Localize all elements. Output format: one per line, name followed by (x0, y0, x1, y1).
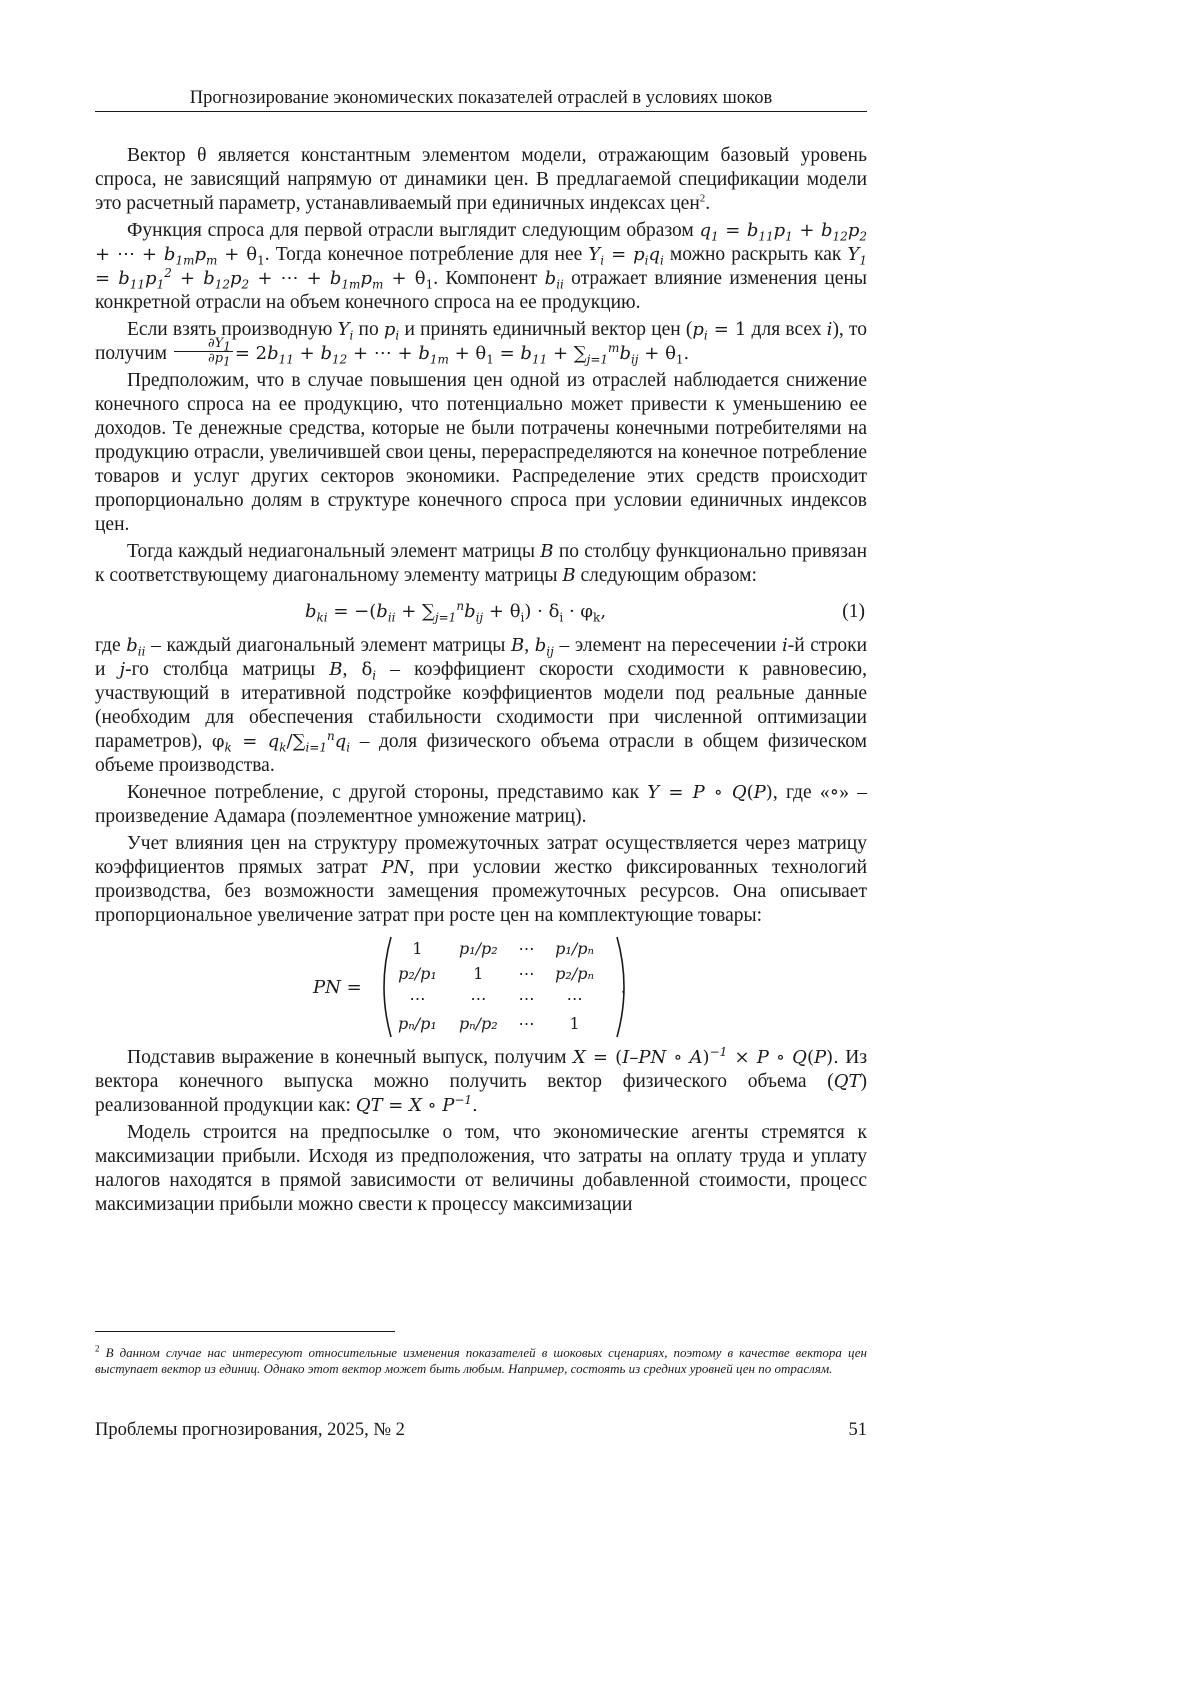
formula-consumption-expanded: $Y_1 = b_{11}p_1^2 + b_{12}p_2$ + ⋯ + $b_{1m}p_m + \theta_1$ (95, 244, 868, 292)
running-title: Прогнозирование экономических показателей отраслей в условиях шоков (189, 88, 773, 108)
matrix-row: p₂/p₁ 1 ⋯ p₂/pₙ (398, 963, 594, 983)
paragraph-where: где $b_{ii}$ – каждый диагональный элемент матрицы B, $b_{ij}$ – элемент на пересечении i-й строки и j-го столбца матрицы B, $\delta_i$ – коэффициент скорости сходимости к равновесию, участвующий в итеративной подстройке коэффициентов модели под реальные данные (необходим для обеспечения стабильности сходимости при численной оптимизации параметров), $\varphi_k = q_k/\sum_{i=1}^nq_i$ – доля физического объема отрасли в общем физическом объеме производства. (95, 635, 868, 777)
matrix-grid (387, 936, 605, 1036)
paragraph-theta: Вектор θ является константным элементом модели, отражающим базовый уровень спроса, не зависящий напрямую от динамики цен. В предлагаемой спецификации модели это расчетный параметр, устанавливаемый при единичных индексах цен$^2$. (95, 145, 867, 214)
formula-hadamard: Y = P ∘ Q(P) (647, 782, 773, 804)
matrix-row: ⋯ ⋯ ⋯ ⋯ (409, 988, 583, 1008)
journal-citation: Проблемы прогнозирования, 2025, № 2 (95, 1420, 405, 1440)
equation-1-formula: $b_{ki} = -(b_{ii} + \sum_{j=1}^nb_{ij} + \theta_i) \cdot \delta_i \cdot \varphi_k$, (305, 599, 607, 625)
formula-output: X = (I–PN ∘ A)$^{-1}$ × P ∘ Q(P). (572, 1045, 839, 1069)
formula-share: $\varphi_k = q_k/\sum_{i=1}^nq_i$ (211, 729, 351, 755)
footnote-mark: 2 (95, 1343, 100, 1354)
page-number: 51 (848, 1420, 867, 1440)
header-rule (95, 111, 867, 112)
paragraph-derivative: Если взять производную $Y_i$ по $p_i$ и принять единичный вектор цен ($p_i = 1$ для всех i), то получим $\frac{\partial Y_1}{\partial p_1}$ = $2b_{11} + b_{12}$ + ⋯ + $b_{1m} + \theta_1 = b_{11} + \sum_{j=1}^mb_{ij} + \theta_1$. (95, 319, 868, 369)
matrix-pn: PN = 1 p₁/p₂ ⋯ p₁/pₙ p₂/p₁ 1 ⋯ p₂/pₙ ⋯ ⋯ ⋯ ⋯ pₙ/p₁ pₙ/p₂ ⋯ 1 . (95, 934, 867, 1040)
formula-physical-volume: QT = X ∘ $P^{-1}$. (355, 1093, 478, 1117)
footnote-text: В данном случае нас интересуют относительные изменения показателей в шоковых сценариях, поэтому в качестве вектора цен выступает вектор из единиц. Однако этот вектор может быть любым. Например, состоять из средних уровней цен по отраслям. (95, 1345, 867, 1376)
matrix-row: 1 p₁/p₂ ⋯ p₁/pₙ (412, 938, 594, 958)
paragraph-matrix-b: Тогда каждый недиагональный элемент матрицы B по столбцу функционально привязан к соответствующему диагональному элементу матрицы B следующим образом: (95, 541, 868, 587)
formula-consumption: $Y_i = p_iq_i$ (588, 244, 664, 268)
formula-derivative: = $2b_{11} + b_{12}$ + ⋯ + $b_{1m} + \theta_1 = b_{11} + \sum_{j=1}^mb_{ij} + \theta_1$. (234, 341, 690, 367)
paragraph-output: Подставив выражение в конечный выпуск, получим X = (I–PN ∘ A)$^{-1}$ × P ∘ Q(P). Из вектора конечного выпуска можно получить вектор физического объема (QT) реализованной продукции как: QT = X ∘ $P^{-1}$. (95, 1045, 868, 1117)
body-text (95, 144, 867, 1220)
footnote-ref[interactable]: 2 (699, 192, 706, 205)
paragraph-assumption: Предположим, что в случае повышения цен одной из отраслей наблюдается снижение конечного спроса на ее продукцию, что потенциально может привести к уменьшению ее доходов. Те денежные средства, которые не были потрачены конечными потребителями на продукцию отрасли, увеличившей свои цены, перераспределяются на конечное потребление товаров и услуг других секторов экономики. Распределение этих средств происходит пропорционально долям в структуре конечного спроса при условии единичных индексов цен. (95, 370, 867, 536)
paragraph-pn-matrix: Учет влияния цен на структуру промежуточных затрат осуществляется через матрицу коэффициентов прямых затрат PN, при условии жестко фиксированных технологий производства, без возможности замещения промежуточных ресурсов. Она описывает пропорциональное увеличение затрат при росте цен на комплектующие товары: (95, 833, 867, 927)
paragraph-profit: Модель строится на предпосылке о том, что экономические агенты стремятся к максимизации прибыли. Исходя из предположения, что затраты на оплату труда и уплату налогов находятся в прямой зависимости от величины добавленной стоимости, процесс максимизации прибыли можно свести к процессу максимизации (95, 1122, 867, 1216)
matrix-row: pₙ/p₁ pₙ/p₂ ⋯ 1 (398, 1013, 580, 1033)
formula-demand: $q_1 = b_{11}p_1 + b_{12}p_2$ + ⋯ + $b_{1m}p_m + \theta_1$ (95, 220, 867, 268)
equation-1 (95, 594, 867, 630)
equation-1-number: (1) (842, 601, 865, 623)
footnote (95, 1345, 867, 1377)
paragraph-demand-function: Функция спроса для первой отрасли выглядит следующим образом $q_1 = b_{11}p_1 + b_{12}p_2$ + ⋯ + $b_{1m}p_m + \theta_1$. Тогда конечное потребление для нее $Y_i = p_iq_i$ можно раскрыть как $Y_1 = b_{11}p_1^2 + b_{12}p_2$ + ⋯ + $b_{1m}p_m + \theta_1$. Компонент $b_{ii}$ отражает влияние изменения цены конкретной отрасли на объем конечного спроса на ее продукцию. (95, 220, 868, 313)
footnote-rule (95, 1331, 395, 1332)
matrix-label: PN = (313, 977, 362, 999)
paragraph-final-consumption: Конечное потребление, с другой стороны, представимо как Y = P ∘ Q(P), где «∘» – произведение Адамара (поэлементное умножение матриц). (95, 782, 868, 828)
derivative-fraction: $\frac{\partial Y_1}{\partial p_1}$ (174, 337, 233, 366)
